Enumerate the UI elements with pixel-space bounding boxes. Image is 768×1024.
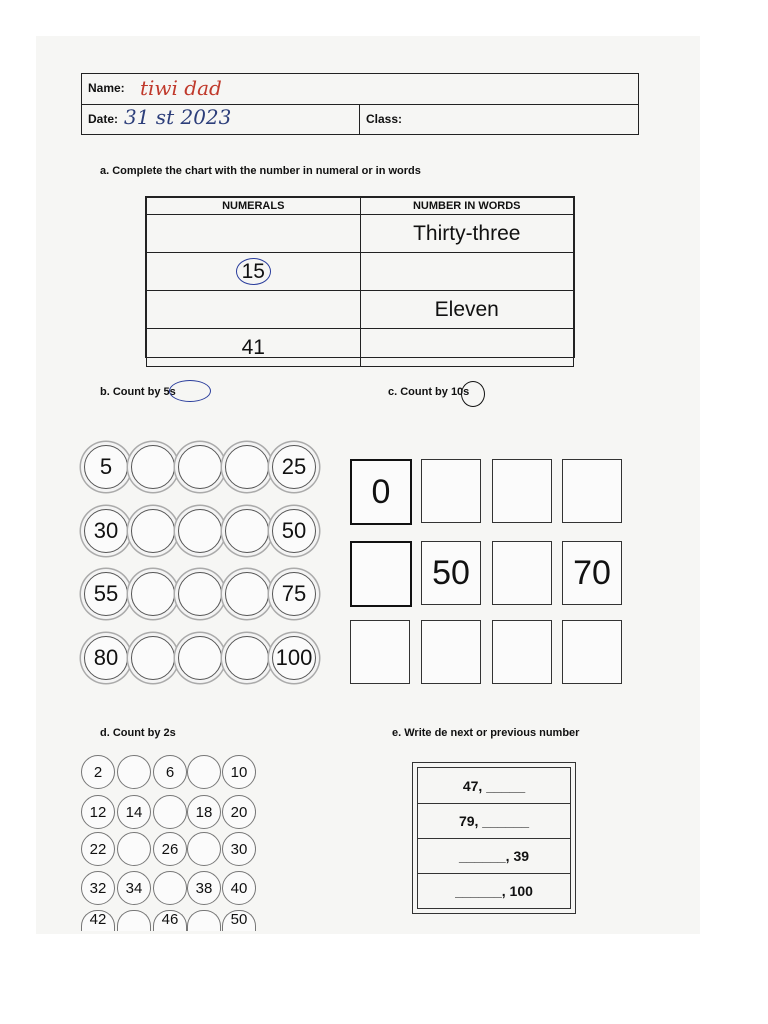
count-circle: 10 — [222, 755, 256, 789]
count-square — [492, 541, 552, 605]
count-circle — [131, 572, 175, 616]
count-square — [421, 459, 481, 523]
count-circle: 30 — [222, 832, 256, 866]
count-circle: 12 — [81, 795, 115, 829]
count-circle — [117, 755, 151, 789]
count-square — [492, 459, 552, 523]
count-square — [350, 620, 410, 684]
class-label: Class: — [366, 112, 403, 126]
count-circle — [187, 832, 221, 866]
count-square — [350, 541, 412, 607]
count-square — [562, 620, 622, 684]
count-circle: 50 — [272, 509, 316, 553]
count-circle: 32 — [81, 871, 115, 905]
count-circle — [178, 572, 222, 616]
section-b-title: b. Count by 5s — [100, 386, 176, 398]
count-circle: 6 — [153, 755, 187, 789]
numeral-cell — [147, 291, 361, 329]
count-circle — [153, 795, 187, 829]
count-circle — [117, 832, 151, 866]
table-row — [147, 329, 574, 367]
date-value: 31 st 2023 — [124, 105, 232, 129]
table-row — [147, 291, 574, 329]
circle-mark — [169, 380, 211, 402]
count-circle: 30 — [84, 509, 128, 553]
count-circle — [153, 871, 187, 905]
count-square: 50 — [421, 541, 481, 605]
count-circle — [178, 509, 222, 553]
count-circle: 50 — [222, 910, 256, 931]
count-circle — [178, 636, 222, 680]
section-d-title: d. Count by 2s — [100, 727, 176, 739]
count-circle: 25 — [272, 445, 316, 489]
count-circle — [225, 509, 269, 553]
count-circle: 14 — [117, 795, 151, 829]
count-square — [492, 620, 552, 684]
count-circle — [131, 636, 175, 680]
list-item: 79, ______ — [418, 803, 570, 839]
count-circle: 75 — [272, 572, 316, 616]
section-a-title: a. Complete the chart with the number in numeral or in words — [100, 165, 421, 177]
count-circle: 55 — [84, 572, 128, 616]
count-circle — [178, 445, 222, 489]
name-row — [82, 74, 638, 104]
next-previous-box — [412, 762, 576, 914]
name-label: Name: — [88, 81, 125, 95]
count-circle: 42 — [81, 910, 115, 931]
date-row — [82, 104, 638, 135]
count-circle — [225, 572, 269, 616]
count-circle: 2 — [81, 755, 115, 789]
count-square: 70 — [562, 541, 622, 605]
count-circle: 26 — [153, 832, 187, 866]
count-square: 0 — [350, 459, 412, 525]
numeral-cell — [147, 215, 361, 253]
count-circle — [225, 445, 269, 489]
count-circle: 22 — [81, 832, 115, 866]
table-row — [147, 253, 574, 291]
count-square — [562, 459, 622, 523]
name-value: tiwi dad — [140, 76, 222, 100]
circle-mark — [461, 381, 485, 407]
words-cell: Eleven — [360, 291, 574, 329]
words-cell — [360, 329, 574, 367]
section-c-title: c. Count by 10s — [388, 386, 470, 398]
student-info-box — [81, 73, 639, 135]
count-circle: 5 — [84, 445, 128, 489]
numerals-header: NUMERALS — [147, 198, 361, 215]
count-circle: 40 — [222, 871, 256, 905]
count-circle — [131, 509, 175, 553]
section-e-title: e. Write de next or previous number — [392, 727, 580, 739]
table-row — [147, 215, 574, 253]
words-cell — [360, 253, 574, 291]
count-circle: 18 — [187, 795, 221, 829]
count-circle: 46 — [153, 910, 187, 931]
count-circle — [187, 755, 221, 789]
numeral-cell: 41 — [147, 329, 361, 367]
numeral-cell: 15 — [236, 258, 271, 285]
list-item: ______, 39 — [418, 838, 570, 874]
list-item: ______, 100 — [418, 873, 570, 909]
words-cell: Thirty-three — [360, 215, 574, 253]
count-circle: 100 — [272, 636, 316, 680]
count-circle — [225, 636, 269, 680]
list-item: 47, _____ — [418, 768, 570, 804]
count-circle — [131, 445, 175, 489]
count-square — [421, 620, 481, 684]
count-circle: 20 — [222, 795, 256, 829]
numbers-chart — [145, 196, 575, 358]
count-circle: 80 — [84, 636, 128, 680]
count-circle: 34 — [117, 871, 151, 905]
date-label: Date: — [88, 112, 119, 126]
words-header: NUMBER IN WORDS — [360, 198, 574, 215]
count-circle: 38 — [187, 871, 221, 905]
